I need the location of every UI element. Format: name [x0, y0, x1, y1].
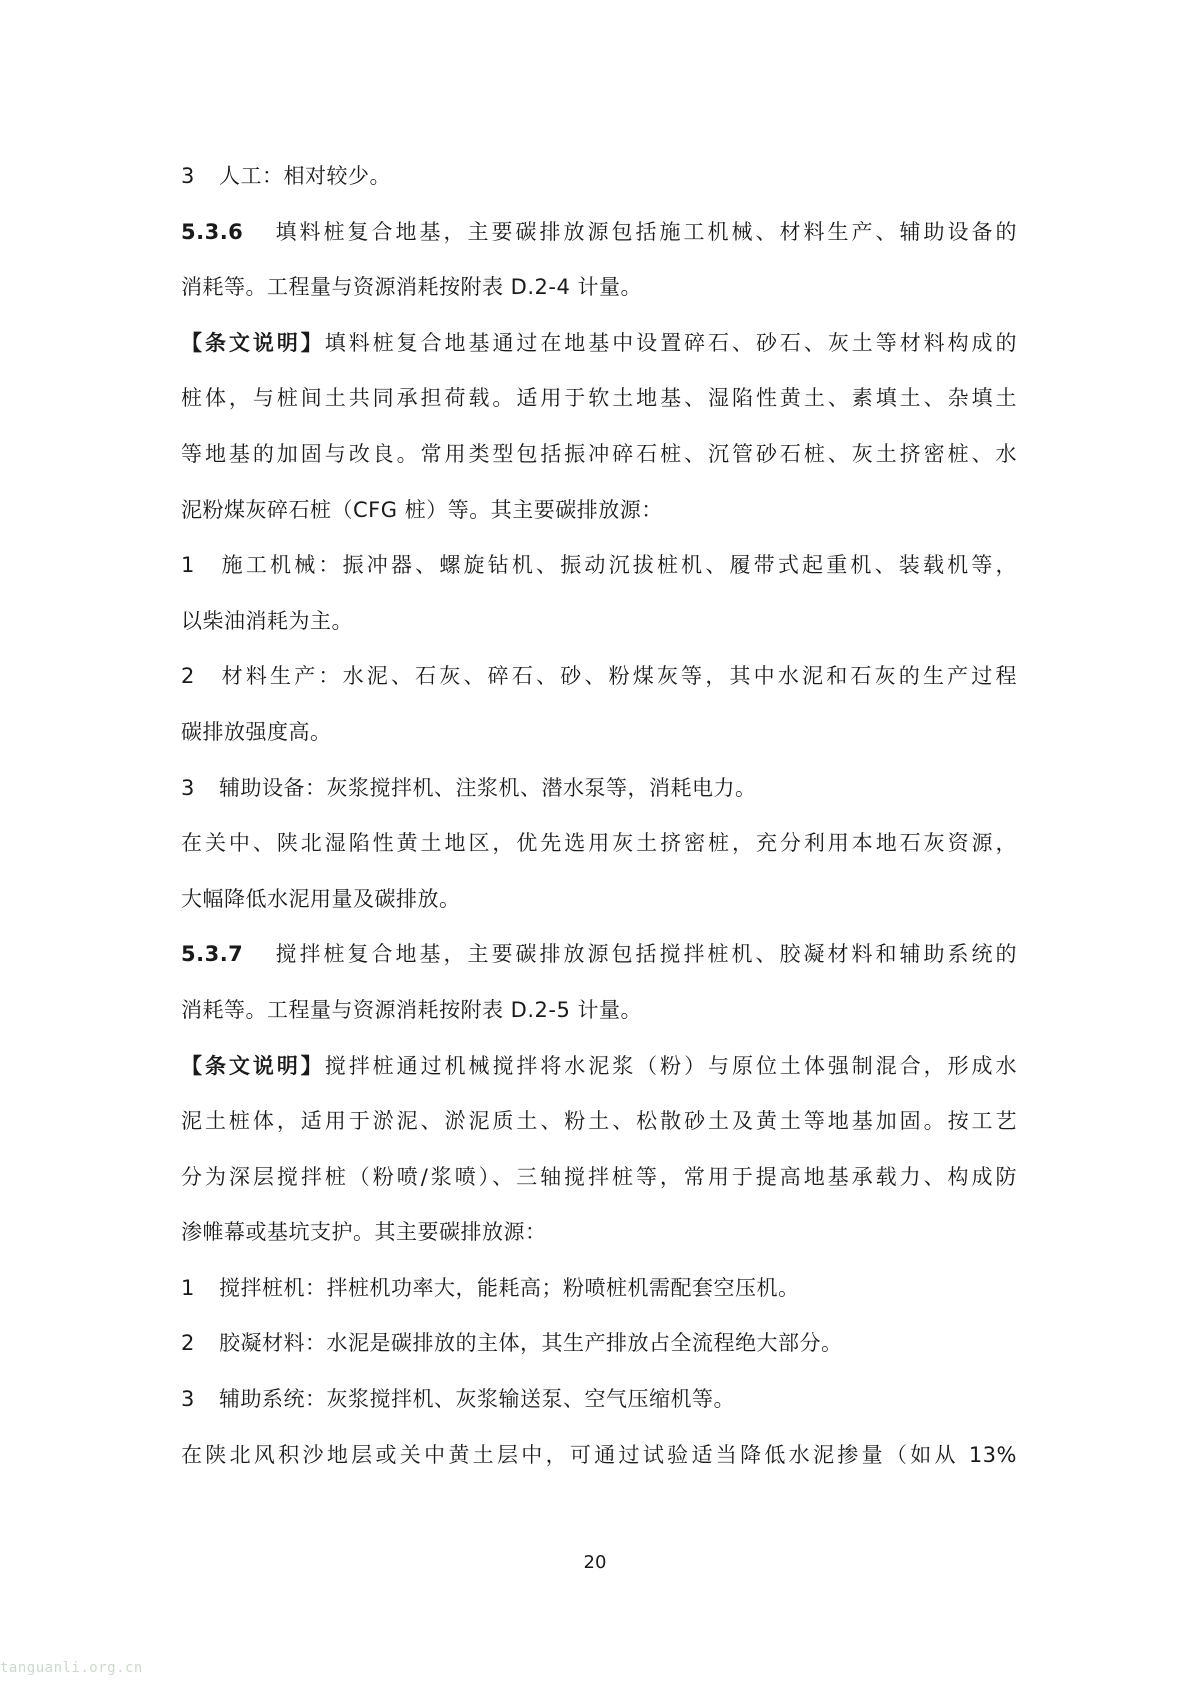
text-line: [181, 440, 1017, 468]
clause-heading-text: 搅拌桩复合地基，主要碳排放源包括搅拌桩机、胶凝材料和辅助系统的: [273, 942, 1017, 967]
text-line: [181, 384, 1017, 412]
text-line: [181, 662, 1017, 690]
text-line: [181, 996, 1017, 1024]
list-number: 2: [181, 1331, 195, 1356]
clause-heading-text: 填料桩复合地基，主要碳排放源包括施工机械、材料生产、辅助设备的: [273, 219, 1017, 244]
line-text: 以柴油消耗为主。: [181, 608, 353, 633]
text-line: [181, 162, 1017, 190]
text-line: [181, 1385, 1017, 1413]
page-number: 20: [583, 1552, 607, 1573]
text-line: [181, 607, 1017, 635]
text-line: [181, 829, 1017, 857]
line-text: 施工机械：振冲器、螺旋钻机、振动沉拔桩机、履带式起重机、装载机等，: [219, 553, 1017, 578]
text-line: [181, 496, 1017, 524]
clause-explanation-label: 【条文说明】: [181, 330, 325, 355]
list-number: 1: [181, 553, 195, 578]
clause-number: 5.3.7: [181, 942, 244, 967]
text-line: [181, 1274, 1017, 1302]
line-text: 桩体，与桩间土共同承担荷载。适用于软土地基、湿陷性黄土、素填土、杂填土: [181, 386, 1017, 411]
text-line: [181, 1329, 1017, 1357]
line-text: 碳排放强度高。: [181, 719, 332, 744]
list-number: 3: [181, 164, 195, 188]
line-text: 材料生产：水泥、石灰、碎石、砂、粉煤灰等，其中水泥和石灰的生产过程: [219, 664, 1017, 689]
text-line: [181, 1107, 1017, 1135]
text-line: [181, 218, 1017, 246]
line-text: 大幅降低水泥用量及碳排放。: [181, 886, 461, 911]
list-number: 1: [181, 1275, 195, 1300]
list-number: 3: [181, 1387, 195, 1412]
text-line: [181, 1441, 1017, 1469]
text-line: [181, 1218, 1017, 1246]
text-line: [181, 1052, 1017, 1080]
list-number: 2: [181, 664, 195, 689]
text-line: [181, 885, 1017, 913]
line-text: 填料桩复合地基通过在地基中设置碎石、砂石、灰土等材料构成的: [324, 330, 1017, 355]
text-line: [181, 329, 1017, 357]
watermark-text: tanguanli.org.cn: [0, 1660, 143, 1676]
text-line: [181, 273, 1017, 301]
line-text: 人工：相对较少。: [219, 164, 391, 188]
clause-explanation-label: 【条文说明】: [181, 1053, 325, 1078]
line-text: 在陕北风积沙地层或关中黄土层中，可通过试验适当降低水泥掺量（如从 13%: [181, 1442, 1017, 1467]
text-line: [181, 940, 1017, 968]
line-text: 胶凝材料：水泥是碳排放的主体，其生产排放占全流程绝大部分。: [219, 1331, 843, 1356]
line-text: 分为深层搅拌桩（粉喷/浆喷）、三轴搅拌桩等，常用于提高地基承载力、构成防: [181, 1164, 1017, 1189]
line-text: 泥粉煤灰碎石桩（CFG 桩）等。其主要碳排放源：: [181, 497, 663, 522]
text-line: [181, 718, 1017, 746]
text-line: [181, 551, 1017, 579]
list-number: 3: [181, 775, 195, 800]
text-line: [181, 1163, 1017, 1191]
line-text: 消耗等。工程量与资源消耗按附表 D.2-4 计量。: [181, 275, 642, 300]
line-text: 消耗等。工程量与资源消耗按附表 D.2-5 计量。: [181, 997, 642, 1022]
text-line: [181, 774, 1017, 802]
document-body: [181, 162, 1017, 1496]
line-text: 渗帷幕或基坑支护。其主要碳排放源：: [181, 1220, 547, 1245]
line-text: 搅拌桩机：拌桩机功率大，能耗高；粉喷桩机需配套空压机。: [219, 1275, 800, 1300]
line-text: 在关中、陕北湿陷性黄土地区，优先选用灰土挤密桩，充分利用本地石灰资源，: [181, 831, 1017, 856]
line-text: 辅助设备：灰浆搅拌机、注浆机、潜水泵等，消耗电力。: [219, 775, 757, 800]
line-text: 辅助系统：灰浆搅拌机、灰浆输送泵、空气压缩机等。: [219, 1387, 735, 1412]
clause-number: 5.3.6: [181, 219, 244, 244]
line-text: 泥土桩体，适用于淤泥、淤泥质土、粉土、松散砂土及黄土等地基加固。按工艺: [181, 1109, 1017, 1134]
line-text: 搅拌桩通过机械搅拌将水泥浆（粉）与原位土体强制混合，形成水: [324, 1053, 1017, 1078]
line-text: 等地基的加固与改良。常用类型包括振冲碎石桩、沉管砂石桩、灰土挤密桩、水: [181, 441, 1017, 466]
